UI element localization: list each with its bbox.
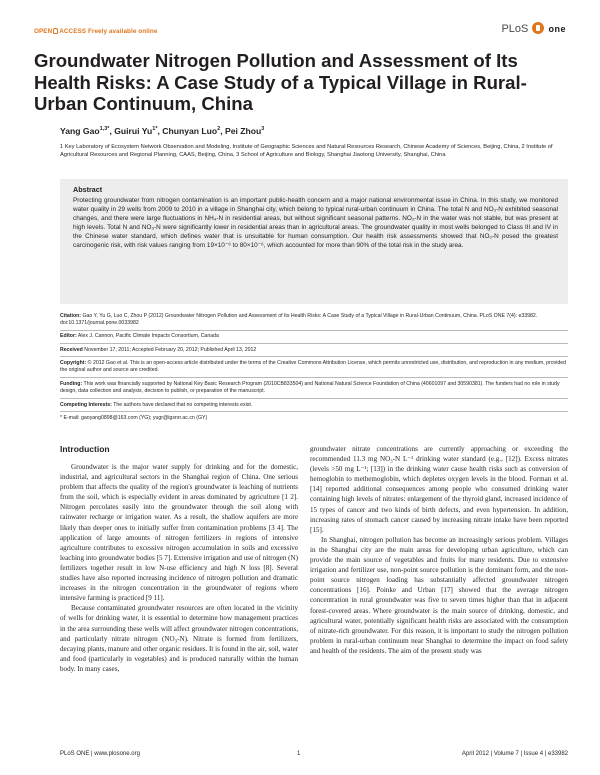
meta-text: The authors have declared that no competing interests exist. [111, 401, 253, 408]
page-footer [60, 751, 568, 763]
meta-text: * E-mail: gaoyang0898@163.com (YG); yugr@igsnrr.ac.cn (GY) [60, 414, 208, 421]
author-affil-mark: 1* [152, 126, 158, 133]
author-name: Guirui Yu [114, 126, 153, 136]
funding-block [60, 378, 568, 399]
footer-issue: April 2012 | Volume 7 | Issue 4 | e33982 [461, 751, 568, 757]
body-column-right [310, 444, 568, 656]
meta-label: Competing Interests: [60, 401, 112, 408]
open-access-banner [34, 28, 157, 35]
body-paragraph: Groundwater is the major water supply for drinking and for the domestic, industrial, and agricultural sectors in the Shanghai region of China. One serious problem that affects the quality of the region's groundwater is leaching of nutrients from the soil, which is especially evident in areas dominated by agriculture [1 2]. Nitrogen percolates easily into the groundwater through the soil along with rainwater recharge or irrigation water. As a result, the shallow aquifers are more likely than deeper ones to initially suffer from contamination problems [3 4]. The application of large amounts of nitrogen fertilizers in regions of intensive agriculture contributes to excessive nitrogen accumulation in soils and excessive leaching into groundwater bodies [5 7]. Extensive irrigation and use of nitrogen (N) fertilizers together result in low N-use efficiency and high N loss [8]. Several studies have also reported increasing incidence of nitrogen pollution and dramatic increases in the nitrogen concentration in the groundwater of regions where intensive farming is practiced [9 11]. [60, 463, 298, 603]
abstract-text: Protecting groundwater from nitrogen contamination is an important public-health concern and a major national environmental issue in China. In this study, we monitored water quality in 29 wells from 2009 to 2010 in a village in Shanghai city, which belong to typical rural-urban continuum in China. The total N and NO₃-N exhibited seasonal changes, and there were large fluctuations in NH₄-N in residential areas, but without significant seasonal patterns. NO₂-N in the water was not stable, but was present at high levels. Total N and NO₃-N were significantly lower in residential areas than in agricultural areas. The groundwater quality in most wells belonged to Class III and IV in the Chinese water standard, which defines water that is unsuitable for human consumption. Our health risk assessments showed that NO₃-N posed the greatest carcinogenic risk, with risk values ranging from 19×10⁻⁶ to 80×10⁻⁶, which accounted for more than 90% of the total risk in the study area. [73, 197, 558, 250]
page-number: 1 [297, 751, 301, 757]
citation-block [60, 310, 568, 331]
author-affil-mark: 2 [217, 126, 221, 133]
affiliations: 1 Key Laboratory of Ecosystem Network Observation and Modeling, Institute of Geographic Sciences and Natural Resources Research, Chinese Academy of Sciences, Beijing, China, 2 Institute of Agricultural Resources and Regional Planning, CAAS, Beijing, China, 3 School of Agriculture and Biology, Shanghai Jiaotong University, Shanghai, China [60, 144, 553, 159]
open-access-text: ACCESS Freely available online [59, 28, 158, 35]
open-access-label: OPEN [34, 28, 53, 35]
meta-text: Gao Y, Yu G, Luo C, Zhou P (2012) Groundwater Nitrogen Pollution and Assessment of Its Health Risks: A Case Study of a Typical Village in Rural-Urban Continuum, China. PLoS ONE 7(4): e33982. doi:10.1371/journal.pone.0033982 [60, 312, 538, 327]
footer-journal: PLoS ONE | www.plosone.org [60, 751, 140, 757]
meta-text: This work was financially supported by National Key Basic Research Program (2010CB833504) and National Natural Science Foundation of China (40601097 and 30590381). The funders had no role in study design, data collection and analysis, decision to publish, or preparation of the manuscript. [60, 380, 560, 395]
meta-text: November 17, 2011; Accepted February 20, 2012; Published April 13, 2012 [82, 346, 257, 353]
author-name: Chunyan Luo [162, 126, 218, 136]
author-affil-mark: 3 [261, 126, 265, 133]
journal-header [34, 16, 566, 38]
abstract-heading: Abstract [73, 185, 103, 194]
meta-label: Copyright: [60, 359, 87, 366]
meta-label: Funding: [60, 380, 83, 387]
article-title: Groundwater Nitrogen Pollution and Assessment of Its Health Risks: A Case Study of a Typical Village in Rural-Urban Continuum, China [34, 50, 527, 114]
body-paragraph: groundwater nitrate concentrations are currently approaching or exceeding the recommended 11.3 mg NO₃-N L⁻¹ drinking water standard (e.g., [12]). Excess nitrates (levels >50 mg L⁻¹; [13]) in the drinking water cause health risks such as conversion of hemoglobin to methemoglobin, which depletes oxygen levels in the blood. Forman et al. [14] reported additional consequences among people who consumed drinking water containing high levels of nitrates: enlargement of the thyroid gland, increased incidence of 15 types of cancer and two kinds of birth defects, and even hypertension. In addition, increasing rates of stomach cancer caused by increasing nitrate intake have been reported [15]. [310, 445, 568, 534]
author-name: Pei Zhou [225, 126, 262, 136]
author-list: Yang Gao$^{1,3*}$, Guirui $Yu^{1*}$, Chunyan Luo$^2$, Pei Zhou$^3$ [60, 126, 265, 136]
editor-block [60, 331, 568, 344]
meta-label: Received [60, 346, 83, 353]
plos-one-logo [501, 22, 566, 35]
logo-one-text: one [548, 24, 566, 34]
competing-interests-block [60, 399, 568, 412]
email-block [60, 412, 568, 424]
article-metadata [60, 310, 568, 424]
body-paragraph: In Shanghai, nitrogen pollution has become an increasingly serious problem. Villages in the Shanghai city are the main areas for developing urban agriculture, which can provide the main source of vegetables and fruits for many residents. Due to extensive irrigation and fertilizer use, non-point source pollution is the dominant form, and the non-point source nitrogen loading has substantially affected groundwater nitrogen concentrations [16]. Poinke and Urban [17] showed that the average nitrogen concentration in rural groundwater was five to seven times higher than that in adjacent forest-covered areas. Where groundwater is the main source of drinking, domestic, and agricultural water, potentially significant health risks are associated with the consumption of nitrate-rich groundwater. For this reason, it is important to study the nitrogen pollution problem in rural-urban continuum near Shanghai to determine the impact on food safety and health of the residents. The aim of the present study was [310, 535, 568, 655]
open-lock-icon [53, 28, 58, 34]
meta-text: © 2012 Gao et al. This is an open-access article distributed under the terms of the Creative Commons Attribution License, which permits unrestricted use, distribution, and reproduction in any medium, provided the original author and source are credited. [60, 359, 567, 374]
plos-logo-icon [532, 22, 544, 34]
meta-text: Alex J. Cannon, Pacific Climate Impacts Consortium, Canada [76, 333, 219, 340]
dates-block [60, 344, 568, 357]
meta-label: Citation: [60, 312, 82, 319]
section-heading-introduction: Introduction [60, 444, 110, 454]
copyright-block [60, 357, 568, 378]
author-name: Yang Gao [60, 126, 100, 136]
abstract-box [60, 179, 568, 304]
meta-label: Editor: [60, 333, 77, 340]
body-paragraph: Because contaminated groundwater resources are often located in the vicinity of wells for drinking water, it is essential to determine how management practices in the area surrounding these wells will affect groundwater nitrogen concentrations, and particularly nitrate nitrogen (NO₃-N). Nitrate is formed from fertilizers, decaying plants, manure and other organic residues. It is found in the air, soil, water and food (particularly in vegetables) and is produced naturally within the human body. In many cases, [60, 604, 298, 673]
body-column-left [60, 462, 298, 674]
logo-plos-text: PLoS [501, 23, 529, 35]
author-affil-mark: 1,3* [99, 126, 110, 133]
